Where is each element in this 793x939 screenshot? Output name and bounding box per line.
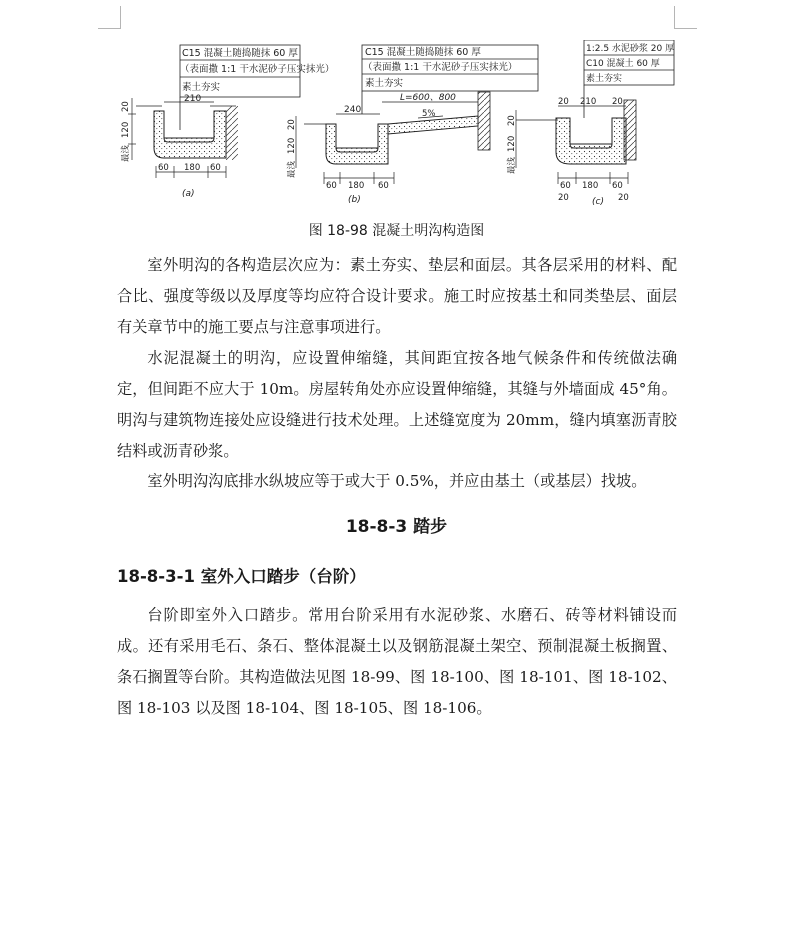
trench-drawings — [118, 40, 678, 212]
crop-mark-top-left — [98, 6, 121, 29]
crop-mark-top-right — [674, 6, 697, 29]
subsection-heading: 18-8-3-1 室外入口踏步（台阶） — [117, 567, 366, 586]
panel-b-layer-1: C15 混凝土随捣随抹 60 厚 — [365, 47, 481, 58]
panel-b-layer-3: 素土夯实 — [365, 78, 404, 89]
panel-b-dim-b3: 60 — [378, 181, 389, 191]
panel-c-layer-1: 1:2.5 水泥砂浆 20 厚 — [586, 44, 675, 54]
panel-b-dim-side-1: 20 — [287, 119, 297, 130]
paragraph-expansion-joints: 水泥混凝土的明沟，应设置伸缩缝，其间距宜按各地气候条件和传统做法确定，但间距不应大于 10m。房屋转角处亦应设置伸缩缝，其缝与外墙面成 45°角。明沟与建筑物连接处应设缝进行技术处理。上述缝宽度为 20mm，缝内填塞沥青胶结料或沥青砂浆。 — [117, 349, 677, 460]
panel-c-layer-2: C10 混凝土 60 厚 — [586, 59, 660, 69]
panel-c-dim-t1: 20 — [558, 97, 569, 107]
section-heading: 18-8-3 踏步 — [345, 517, 448, 537]
panel-c-dim-b4: 20 — [558, 193, 569, 203]
panel-c-dim-side-2: 120 — [507, 135, 517, 152]
panel-a-dim-b1: 60 — [158, 163, 169, 173]
panel-a-layer-2: （表面撒 1:1 干水泥砂子压实抹光） — [180, 64, 335, 75]
panel-b-dim-side-3: 最浅 — [287, 160, 297, 178]
panel-b-dim-b2: 180 — [348, 181, 365, 191]
panel-b-dim-side-2: 120 — [287, 137, 297, 154]
paragraph-drainage-slope: 室外明沟沟底排水纵坡应等于或大于 0.5%，并应由基土（或基层）找坡。 — [147, 472, 647, 490]
trench-construction-figure — [118, 40, 678, 212]
panel-c-label: (c) — [592, 197, 604, 207]
panel-b-slope: 5% — [422, 109, 436, 119]
panel-c-dim-t3: 20 — [612, 97, 623, 107]
panel-c-layer-3: 素土夯实 — [586, 74, 623, 84]
panel-a-dim-b2: 180 — [184, 163, 201, 173]
paragraph-trench-layers: 室外明沟的各构造层次应为：素土夯实、垫层和面层。其各层采用的材料、配合比、强度等级以及厚度等均应符合设计要求。施工时应按基土和同类垫层、面层有关章节中的施工要点与注意事项进行。 — [117, 256, 677, 336]
panel-a-dim-side-1: 20 — [121, 101, 131, 112]
panel-b-dim-length: L=600、800 — [400, 93, 456, 103]
panel-a-label: (a) — [182, 189, 195, 199]
panel-c-dim-b1: 60 — [560, 181, 571, 191]
panel-c-dim-t2: 210 — [580, 97, 597, 107]
panel-a-layer-3: 素土夯实 — [182, 82, 221, 93]
panel-a-layer-1: C15 混凝土随捣随抹 60 厚 — [182, 48, 298, 59]
panel-c-dim-side-1: 20 — [507, 115, 517, 126]
panel-c-dim-b3: 60 — [612, 181, 623, 191]
panel-c-dim-side-3: 最浅 — [507, 156, 517, 174]
figure-caption: 图 18-98 混凝土明沟构造图 — [308, 223, 485, 239]
panel-b-label: (b) — [348, 195, 361, 205]
paragraph-entrance-steps: 台阶即室外入口踏步。常用台阶采用有水泥砂浆、水磨石、砖等材料铺设而成。还有采用毛石、条石、整体混凝土以及钢筋混凝土架空、预制混凝土板搁置、条石搁置等台阶。其构造做法见图 18-99、图 18-100、图 18-101、图 18-102、图 18-103 以及图 18-104、图 18-105、图 18-106。 — [117, 606, 677, 717]
panel-b-dim-top: 240 — [344, 105, 362, 115]
panel-b-dim-b1: 60 — [326, 181, 337, 191]
panel-b-layer-2: （表面撒 1:1 干水泥砂子压实抹光） — [363, 62, 518, 73]
panel-a-dim-side-2: 120 — [121, 121, 131, 138]
panel-a-dim-side-3: 最浅 — [121, 144, 131, 162]
panel-c-dim-b2: 180 — [582, 181, 599, 191]
panel-c-dim-b5: 20 — [618, 193, 629, 203]
panel-a-dim-top: 210 — [184, 94, 202, 104]
panel-a-dim-b3: 60 — [210, 163, 221, 173]
